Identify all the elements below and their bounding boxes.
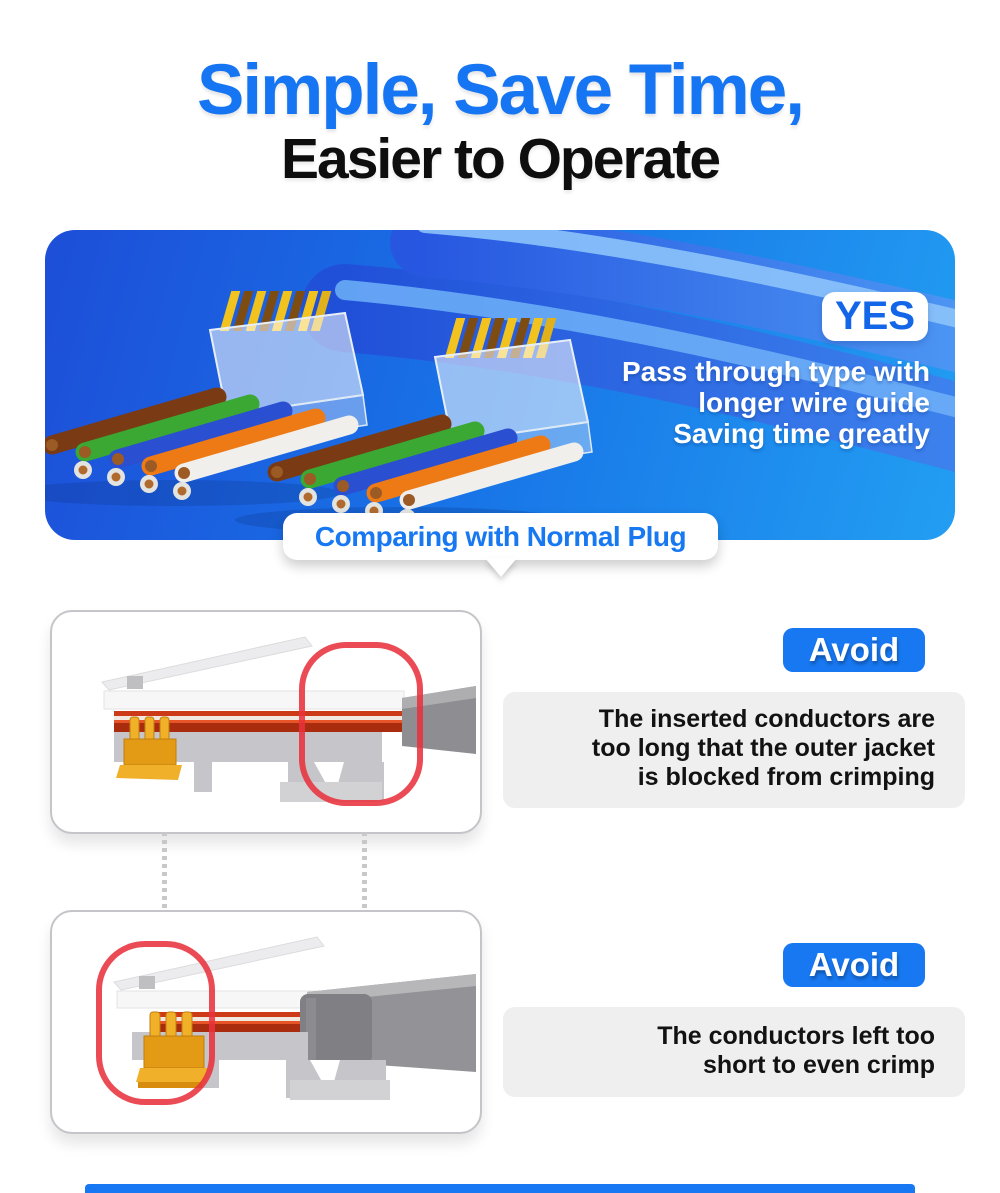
headline-primary: Simple, Save Time, <box>197 51 803 130</box>
headline-secondary: Easier to Operate <box>280 127 720 191</box>
hero-caption-line-3: Saving time greatly <box>673 418 930 449</box>
bubble-pointer-icon <box>485 558 517 577</box>
hero-caption-line-2: longer wire guide <box>698 387 930 418</box>
avoid-1-line-3: is blocked from crimping <box>637 763 935 791</box>
avoid-1-line-1: The inserted conductors are <box>598 705 935 733</box>
avoid-badge-1: Avoid <box>783 628 925 672</box>
hero-caption-line-1: Pass through type with <box>621 356 930 387</box>
connector-too-short-diagram <box>52 912 476 1128</box>
diagram-card-too-long <box>50 610 482 834</box>
avoid-badge-2: Avoid <box>783 943 925 987</box>
dotted-connector-line-right <box>362 832 367 908</box>
avoid-text-panel-2 <box>503 1007 965 1097</box>
next-section-edge <box>85 1184 915 1193</box>
avoid-2-line-2: short to even crimp <box>703 1051 935 1079</box>
dotted-connector-line-left <box>162 832 167 908</box>
diagram-card-too-short <box>50 910 482 1134</box>
hero-card <box>45 230 955 540</box>
yes-badge: YES <box>822 292 928 341</box>
avoid-1-line-2: too long that the outer jacket <box>591 734 935 762</box>
avoid-text-panel-1 <box>503 692 965 808</box>
comparison-bubble <box>283 513 718 560</box>
avoid-2-line-1: The conductors left too <box>657 1022 935 1050</box>
hero-caption <box>622 356 930 449</box>
connector-too-long-diagram <box>52 612 476 828</box>
comparison-bubble-label: Comparing with Normal Plug <box>314 520 687 552</box>
